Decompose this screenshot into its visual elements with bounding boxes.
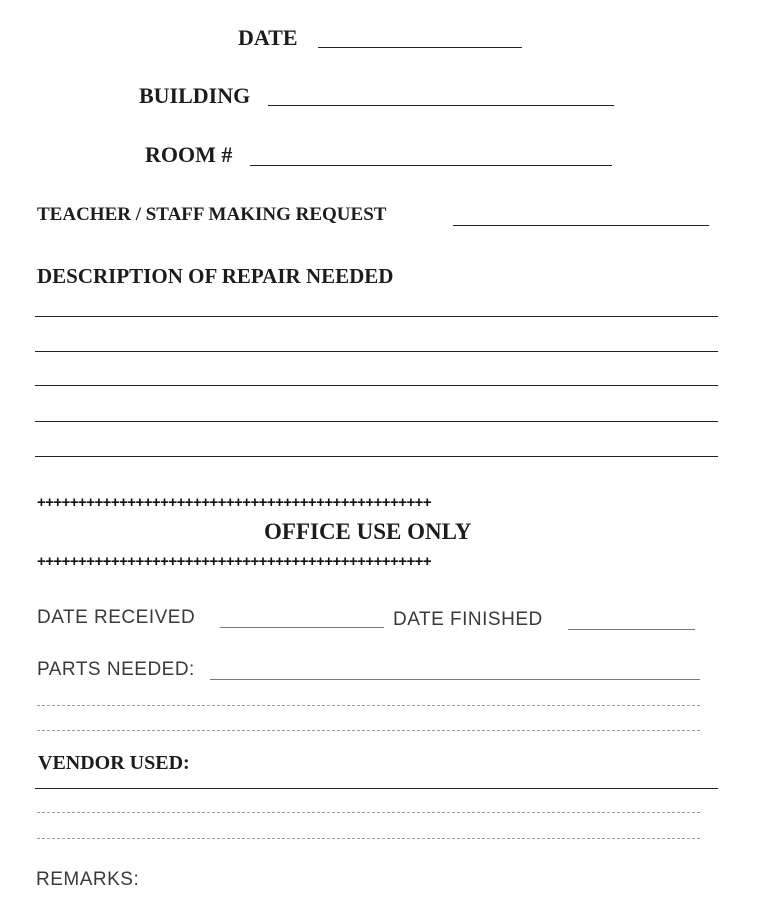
date-finished-label: DATE FINISHED [393,609,543,630]
vendor-used-label: VENDOR USED: [38,752,190,774]
description-line[interactable] [35,351,718,352]
description-line[interactable] [35,316,718,317]
vendor-used-line[interactable] [37,812,700,813]
description-heading: DESCRIPTION OF REPAIR NEEDED [37,264,394,288]
description-line[interactable] [35,456,718,457]
parts-needed-label: PARTS NEEDED: [37,659,195,680]
room-label: ROOM # [145,142,233,167]
description-line[interactable] [35,385,718,386]
description-line[interactable] [35,421,718,422]
parts-needed-input-line[interactable] [210,679,700,680]
building-input-line[interactable] [268,105,614,106]
plus-separator-bottom: ++++++++++++++++++++++++++++++++++++++++++++++++ [37,553,432,570]
room-input-line[interactable] [250,165,612,166]
office-use-only-title: OFFICE USE ONLY [264,519,472,544]
parts-needed-line[interactable] [37,730,700,731]
date-received-label: DATE RECEIVED [37,607,196,628]
requester-label: TEACHER / STAFF MAKING REQUEST [37,204,387,225]
vendor-used-line[interactable] [35,788,718,789]
date-finished-input-line[interactable] [568,629,695,630]
date-label: DATE [238,25,298,50]
parts-needed-line[interactable] [37,705,700,706]
requester-input-line[interactable] [453,225,709,226]
date-input-line[interactable] [318,47,522,48]
building-label: BUILDING [139,83,251,108]
vendor-used-line[interactable] [37,838,700,839]
date-received-input-line[interactable] [220,627,384,628]
plus-separator-top: ++++++++++++++++++++++++++++++++++++++++++++++++ [37,494,432,511]
remarks-label: REMARKS: [36,869,140,890]
